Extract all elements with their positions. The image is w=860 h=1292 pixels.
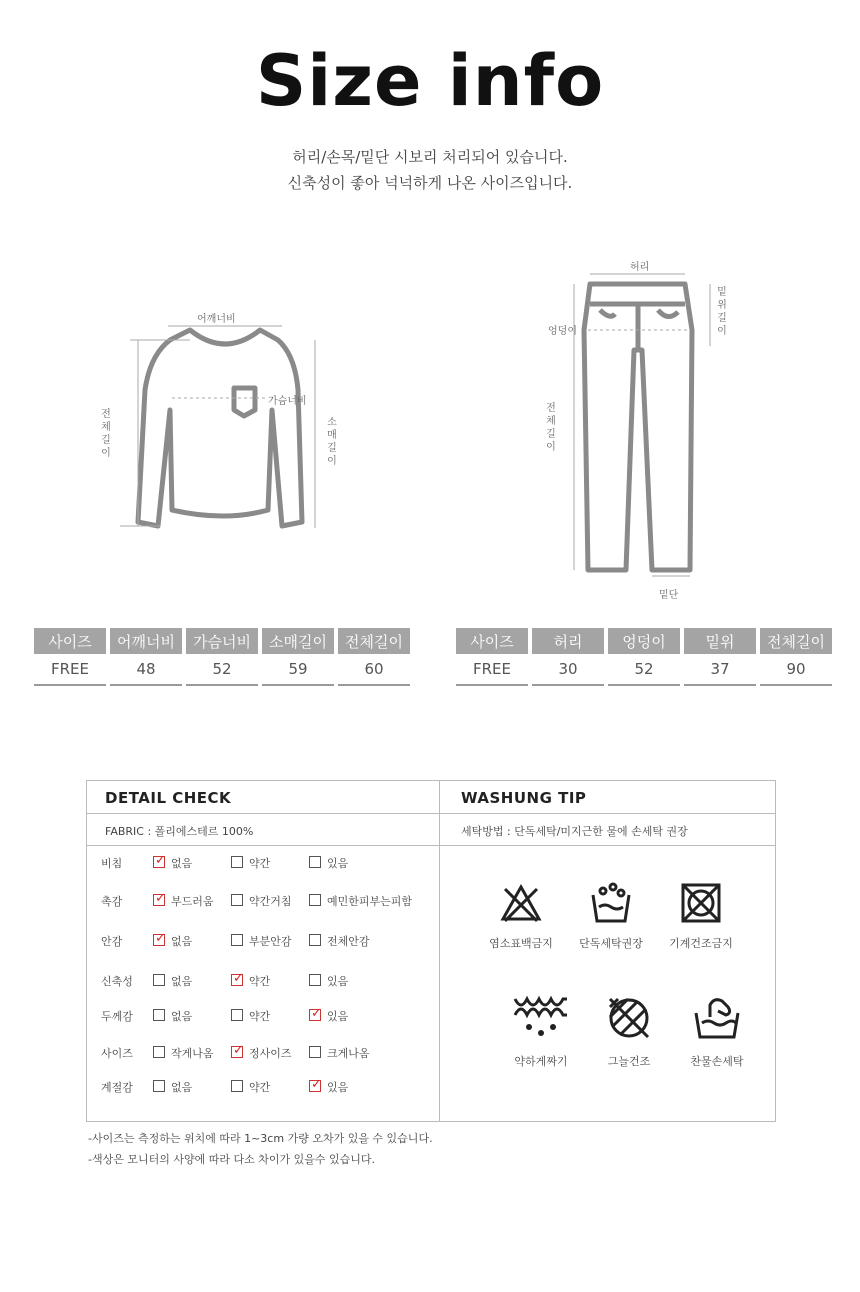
detail-row [101,853,431,871]
detail-row [101,1077,431,1095]
wash-item [501,993,581,1069]
rise-label: 밑위길이 [717,287,727,337]
detail-option-label: 약간 [249,1010,271,1023]
table-cell: 59 [262,654,334,686]
detail-option-label: 있음 [327,975,349,988]
detail-row-label: 두께감 [101,1010,133,1023]
detail-row [101,931,431,949]
check-mark-icon: ✓ [311,1006,322,1021]
checkbox [309,894,321,906]
checkbox [309,934,321,946]
sleeve-label: 소매길이 [327,417,337,467]
detail-option-label: 있음 [327,857,349,870]
pants-size-table [452,628,836,686]
detail-option-label: 있음 [327,1010,349,1023]
checkbox [231,894,243,906]
detail-row [101,1006,431,1024]
table-header: 엉덩이 [608,628,680,654]
check-mark-icon: ✓ [311,1077,322,1092]
detail-option-label: 없음 [171,857,193,870]
note-line-2: -색상은 모니터의 사양에 따라 다소 차이가 있을수 있습니다. [88,1153,375,1166]
wash-item [677,993,757,1069]
table-header: 가슴너비 [186,628,258,654]
table-cell: FREE [34,654,106,686]
detail-row-label: 사이즈 [101,1047,133,1060]
table-cell: 30 [532,654,604,686]
wash-label: 그늘건조 [607,1055,651,1068]
wash-item [661,881,741,951]
checkbox [153,1046,165,1058]
detail-option-label: 약간 [249,975,271,988]
wash-label: 찬물손세탁 [690,1055,744,1068]
detail-option-label: 없음 [171,975,193,988]
table-cell: 52 [608,654,680,686]
gentle-wring-icon [511,993,571,1043]
detail-row [101,891,431,909]
page-title: Size info [255,40,605,122]
detail-row [101,971,431,989]
shade-dry-icon [604,993,654,1043]
wash-separately-icon [589,881,633,925]
checkbox [153,1009,165,1021]
checkbox [231,934,243,946]
detail-option-label: 크게나옴 [327,1047,370,1060]
wash-label: 기계건조금지 [669,937,733,950]
pants-illustration [560,270,720,580]
chest-label: 가슴너비 [268,396,307,407]
table-header: 어깨너비 [110,628,182,654]
wash-item [589,993,669,1069]
detail-option-label: 약간 [249,857,271,870]
note-line-1: -사이즈는 측정하는 위치에 따라 1~3cm 가량 오차가 있을 수 있습니다. [88,1132,433,1145]
top-size-table [30,628,414,686]
detail-option-label: 없음 [171,935,193,948]
detail-option-label: 약간 [249,1081,271,1094]
table-header: 사이즈 [456,628,528,654]
wash-tip-title: WASHUNG TIP [461,789,587,807]
wash-method-text: 세탁방법 : 단독세탁/미지근한 물에 손세탁 권장 [461,825,688,838]
check-mark-icon: ✓ [233,971,244,986]
detail-wash-box [86,780,776,1122]
table-header-row [34,628,410,654]
table-cell: 37 [684,654,756,686]
checked-checkbox [309,1077,322,1092]
table-row [456,654,832,686]
table-row [34,654,410,686]
pants-length-label: 전체길이 [546,403,556,453]
table-header: 전체길이 [338,628,410,654]
fabric-text: FABRIC : 폴리에스테르 100% [105,825,254,838]
check-mark-icon: ✓ [155,853,166,868]
checkbox [309,1046,321,1058]
table-cell: FREE [456,654,528,686]
checkbox [153,974,165,986]
table-cell: 52 [186,654,258,686]
check-mark-icon: ✓ [233,1043,244,1058]
detail-option-label: 전체안감 [327,935,370,948]
top-length-label: 전체길이 [101,409,111,459]
no-tumble-dry-icon [679,881,723,925]
table-cell: 60 [338,654,410,686]
detail-option-label: 작게나옴 [171,1047,214,1060]
detail-option-label: 약간거침 [249,895,292,908]
wash-label: 단독세탁권장 [579,937,643,950]
table-header: 전체길이 [760,628,832,654]
detail-check-title: DETAIL CHECK [105,789,232,807]
checked-checkbox [153,931,166,946]
checked-checkbox [231,1043,244,1058]
intro-line-2: 신축성이 좋아 넉넉하게 나온 사이즈입니다. [287,174,573,192]
top-garment-illustration [100,300,350,550]
checkbox [309,974,321,986]
detail-option-label: 없음 [171,1010,193,1023]
table-header: 소매길이 [262,628,334,654]
table-header: 밑위 [684,628,756,654]
wash-label: 염소표백금지 [489,937,553,950]
detail-row-label: 비침 [101,857,123,870]
detail-option-label: 예민한피부는피함 [327,895,413,908]
wash-item [481,881,561,951]
table-header: 사이즈 [34,628,106,654]
detail-option-label: 부드러움 [171,895,214,908]
wash-label: 약하게짜기 [514,1055,568,1068]
checked-checkbox [309,1006,322,1021]
intro-line-1: 허리/손목/밑단 시보리 처리되어 있습니다. [292,148,568,166]
detail-option-label: 부분안감 [249,935,292,948]
checkbox [231,1009,243,1021]
table-header-row [456,628,832,654]
table-header: 허리 [532,628,604,654]
detail-row [101,1043,431,1061]
table-cell: 48 [110,654,182,686]
detail-row-label: 신축성 [101,975,133,988]
detail-row-label: 안감 [101,935,123,948]
no-bleach-icon [499,881,543,925]
checked-checkbox [231,971,244,986]
checked-checkbox [153,891,166,906]
detail-row-label: 촉감 [101,895,123,908]
check-mark-icon: ✓ [155,891,166,906]
hip-label: 엉덩이 [548,326,577,337]
checkbox [231,856,243,868]
wash-item [571,881,651,951]
detail-row-label: 계절감 [101,1081,133,1094]
detail-option-label: 없음 [171,1081,193,1094]
detail-option-label: 있음 [327,1081,349,1094]
detail-option-label: 정사이즈 [249,1047,292,1060]
checkbox [153,1080,165,1092]
checked-checkbox [153,853,166,868]
shoulder-label: 어깨너비 [197,314,236,325]
hem-label: 밑단 [659,590,679,601]
checkbox [231,1080,243,1092]
waist-label: 허리 [630,262,650,273]
cold-hand-wash-icon [692,993,742,1043]
check-mark-icon: ✓ [155,931,166,946]
checkbox [309,856,321,868]
table-cell: 90 [760,654,832,686]
